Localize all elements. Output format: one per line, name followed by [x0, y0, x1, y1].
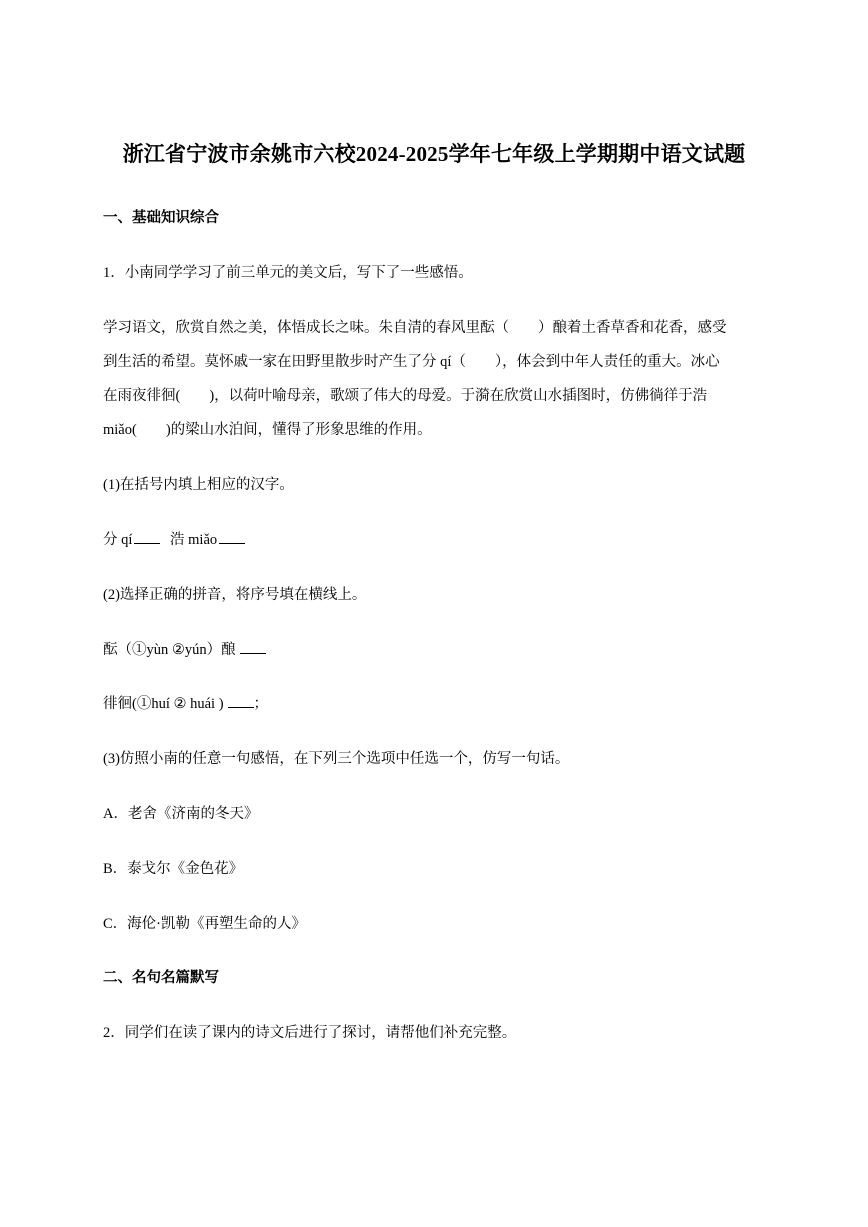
- sub2-line-2: [103, 692, 268, 713]
- page-title: 浙江省宁波市余姚市六校2024-2025学年七年级上学期期中语文试题: [122, 142, 746, 166]
- sub1-item-a: 分 qí: [103, 532, 133, 548]
- sub1-item-b: 浩 miǎo: [170, 532, 218, 548]
- passage-line-2: 到生活的希望。莫怀戚一家在田野里散步时产生了分 qí（ ），体会到中年人责任的重大。冰心: [103, 354, 720, 370]
- answer-blank-fenqi[interactable]: [134, 529, 160, 544]
- sub2-line-1-text: 酝（①yùn ②yún）酿: [103, 642, 236, 658]
- sub2-line-2-text: 徘徊(①huí ② huái ): [103, 696, 224, 712]
- passage-line-4: miǎo( )的梁山水泊间，懂得了形象思维的作用。: [103, 422, 432, 438]
- passage-line-3: 在雨夜徘徊( )，以荷叶喻母亲，歌颂了伟大的母爱。于漪在欣赏山水插图时，仿佛徜徉于浩: [103, 388, 708, 404]
- sub-question-3: (3)仿照小南的任意一句感悟，在下列三个选项中任选一个，仿写一句话。: [103, 751, 570, 767]
- option-a: A．老舍《济南的冬天》: [103, 806, 259, 822]
- passage-line-1: 学习语文，欣赏自然之美，体悟成长之味。朱自清的春风里酝（ ）酿着土香草香和花香，感受: [103, 320, 727, 336]
- section-heading-2: 二、名句名篇默写: [103, 970, 219, 986]
- question-2-stem: 2．同学们在读了课内的诗文后进行了探讨，请帮他们补充完整。: [103, 1025, 517, 1041]
- sub2-line-1: [103, 638, 266, 659]
- answer-blank-yun[interactable]: [240, 639, 266, 654]
- option-b: B．泰戈尔《金色花》: [103, 861, 244, 877]
- sub2-line-2-tail: ；: [253, 696, 269, 712]
- section-heading-1: 一、基础知识综合: [103, 210, 219, 226]
- sub-question-2: (2)选择正确的拼音，将序号填在横线上。: [103, 587, 367, 603]
- answer-blank-haomiao[interactable]: [219, 529, 245, 544]
- sub-question-1: (1)在括号内填上相应的汉字。: [103, 477, 294, 493]
- question-1-stem: 1．小南同学学习了前三单元的美文后，写下了一些感悟。: [103, 265, 473, 281]
- answer-blank-huai[interactable]: [228, 693, 254, 708]
- sub1-answer-row: [103, 528, 245, 549]
- option-c: C．海伦·凯勒《再塑生命的人》: [103, 916, 306, 932]
